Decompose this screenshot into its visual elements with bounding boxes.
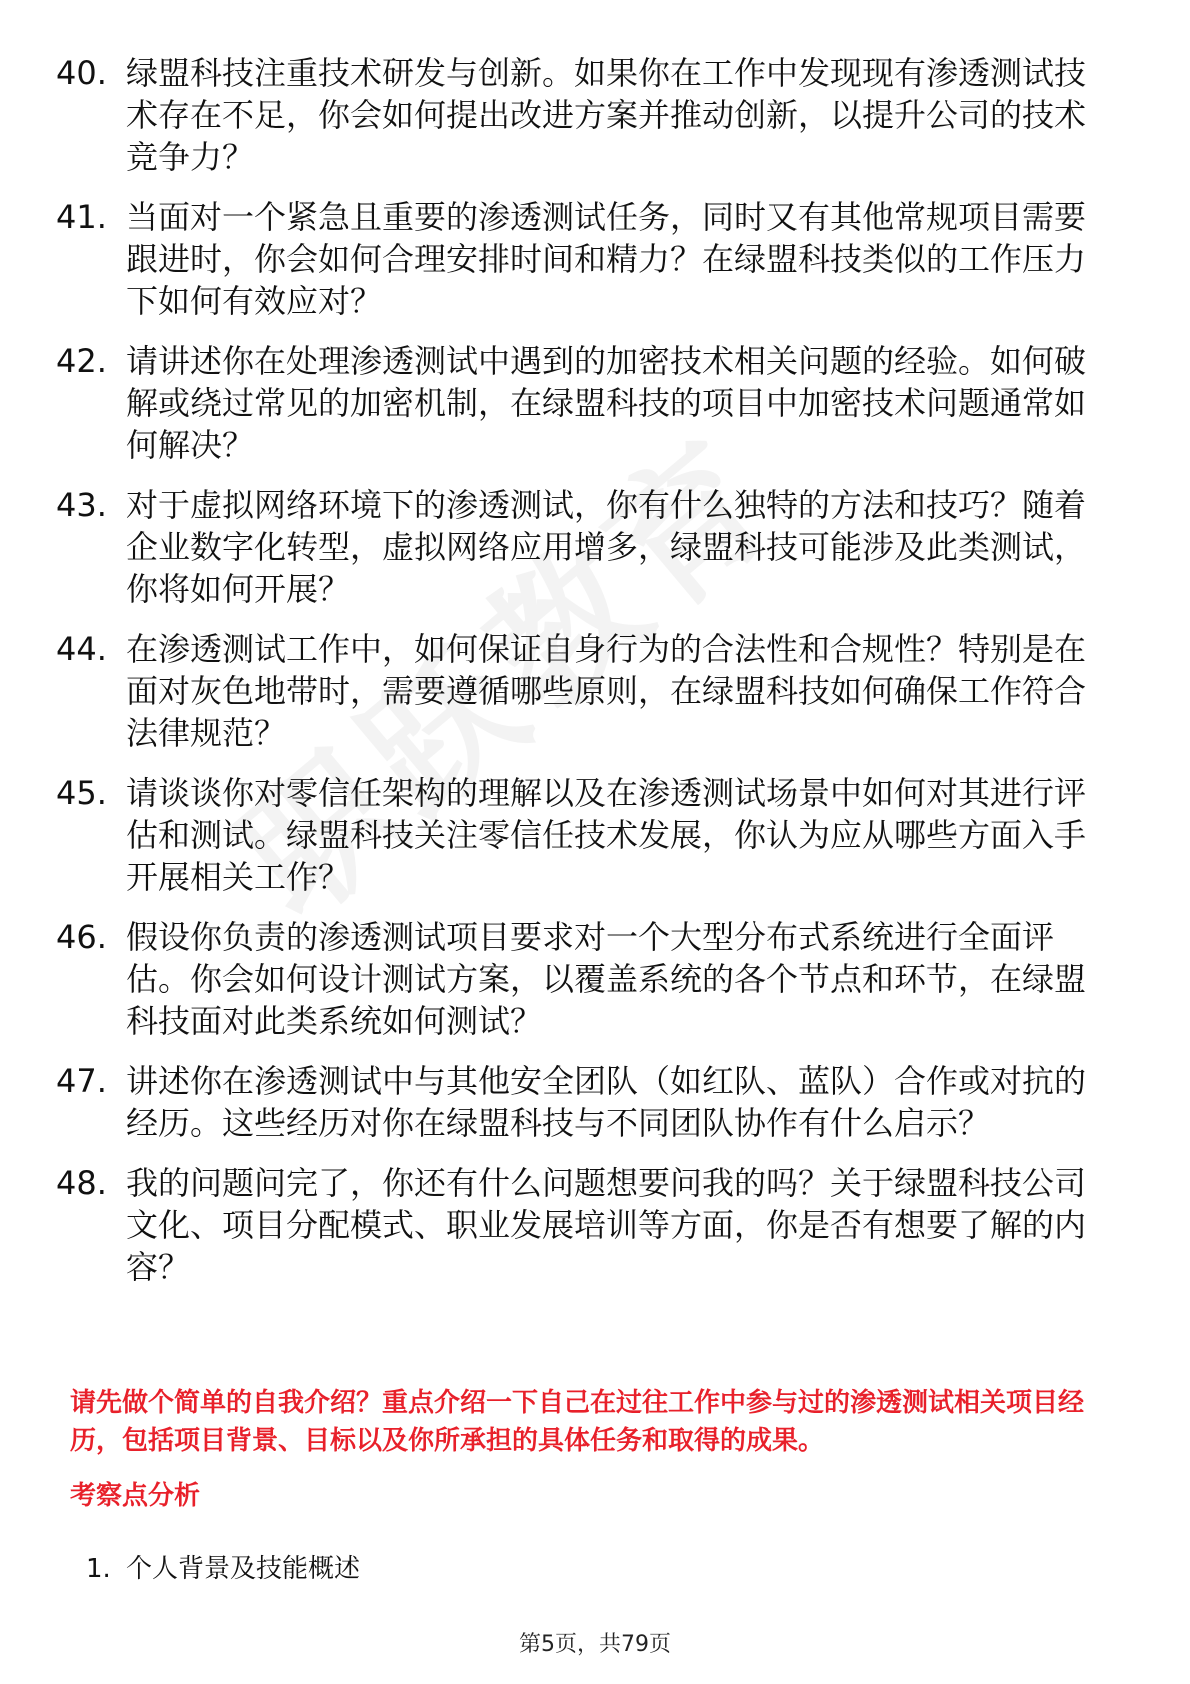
question-list (56, 52, 1116, 1306)
question-item (56, 340, 1116, 466)
question-item (56, 1162, 1116, 1288)
question-text: 当面对一个紧急且重要的渗透测试任务，同时又有其他常规项目需要跟进时，你会如何合理安排时间和精力？在绿盟科技类似的工作压力下如何有效应对？ (126, 198, 1087, 320)
question-number: 48. (56, 1164, 107, 1202)
question-number: 40. (56, 54, 107, 92)
question-number: 42. (56, 342, 107, 380)
question-text: 请讲述你在处理渗透测试中遇到的加密技术相关问题的经验。如何破解或绕过常见的加密机制，在绿盟科技的项目中加密技术问题通常如何解决？ (126, 342, 1087, 464)
question-number: 47. (56, 1062, 107, 1100)
question-number: 44. (56, 630, 107, 668)
question-number: 45. (56, 774, 107, 812)
question-item (56, 484, 1116, 610)
question-item (56, 52, 1116, 178)
question-item (56, 916, 1116, 1042)
question-text: 假设你负责的渗透测试项目要求对一个大型分布式系统进行全面评估。你会如何设计测试方案，以覆盖系统的各个节点和环节，在绿盟科技面对此类系统如何测试？ (126, 918, 1087, 1040)
question-text: 讲述你在渗透测试中与其他安全团队（如红队、蓝队）合作或对抗的经历。这些经历对你在绿盟科技与不同团队协作有什么启示？ (126, 1062, 1087, 1142)
question-item (56, 1060, 1116, 1144)
question-text: 绿盟科技注重技术研发与创新。如果你在工作中发现现有渗透测试技术存在不足，你会如何提出改进方案并推动创新，以提升公司的技术竞争力？ (126, 54, 1087, 176)
analysis-item-number: 1. (86, 1554, 111, 1584)
question-number: 46. (56, 918, 107, 956)
question-item (56, 196, 1116, 322)
question-number: 41. (56, 198, 107, 236)
question-item (56, 772, 1116, 898)
question-text: 我的问题问完了，你还有什么问题想要问我的吗？关于绿盟科技公司文化、项目分配模式、职业发展培训等方面，你是否有想要了解的内容？ (126, 1164, 1087, 1286)
highlighted-question: 请先做个简单的自我介绍？重点介绍一下自己在过往工作中参与过的渗透测试相关项目经历，包括项目背景、目标以及你所承担的具体任务和取得的成果。 (70, 1388, 1085, 1456)
question-number: 43. (56, 486, 107, 524)
question-text: 对于虚拟网络环境下的渗透测试，你有什么独特的方法和技巧？随着企业数字化转型，虚拟网络应用增多，绿盟科技可能涉及此类测试，你将如何开展？ (126, 486, 1087, 608)
question-text: 请谈谈你对零信任架构的理解以及在渗透测试场景中如何对其进行评估和测试。绿盟科技关注零信任技术发展，你认为应从哪些方面入手开展相关工作？ (126, 774, 1087, 896)
section-title: 考察点分析 (70, 1481, 201, 1511)
analysis-item (86, 1552, 360, 1586)
page-footer: 第5页，共79页 (519, 1632, 671, 1657)
question-item (56, 628, 1116, 754)
analysis-item-text: 个人背景及技能概述 (126, 1554, 361, 1584)
question-text: 在渗透测试工作中，如何保证自身行为的合法性和合规性？特别是在面对灰色地带时，需要遵循哪些原则，在绿盟科技如何确保工作符合法律规范？ (126, 630, 1087, 752)
